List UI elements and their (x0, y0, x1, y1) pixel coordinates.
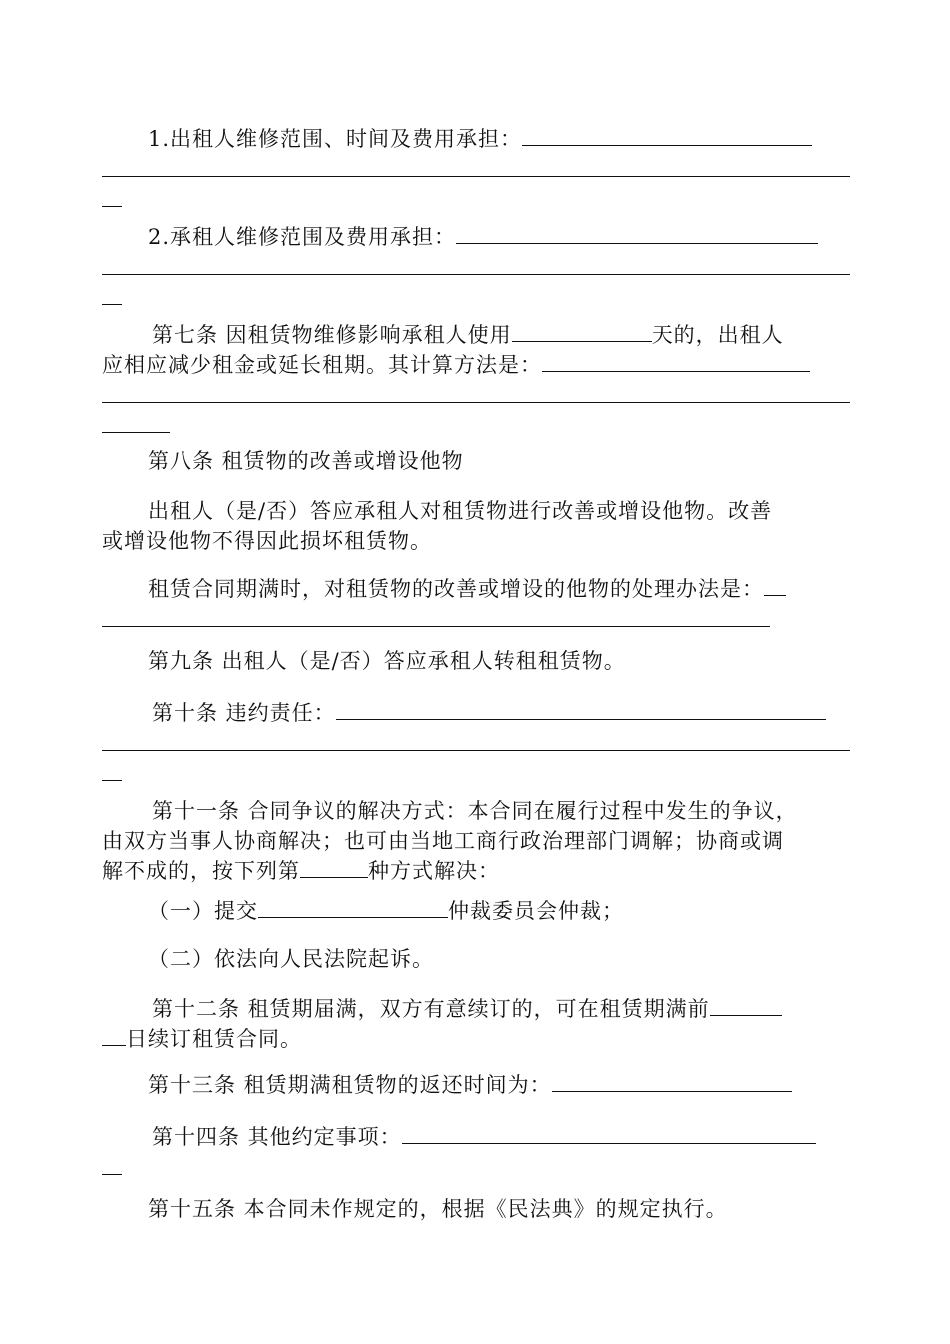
clause-text: 应相应减少租金或延长租期。其计算方法是： (102, 353, 542, 377)
fill-blank[interactable] (102, 176, 850, 177)
article-8-disposal (102, 574, 850, 634)
fill-blank[interactable] (764, 575, 786, 596)
clause-text: 日续订租赁合同。 (126, 1027, 302, 1051)
fill-blank[interactable] (102, 402, 850, 403)
fill-blank[interactable] (542, 351, 810, 372)
clause-text: 第十四条 其他约定事项： (152, 1125, 402, 1149)
clause-text: 租赁合同期满时，对租赁物的改善或增设的他物的处理办法是： (148, 577, 764, 601)
clause-text: 第十二条 租赁期届满，双方有意续订的，可在租赁期满前 (152, 997, 710, 1021)
article-11 (102, 796, 850, 886)
clause-lessee-repair (102, 222, 850, 312)
fill-blank[interactable] (456, 223, 818, 244)
fill-blank[interactable] (102, 750, 850, 751)
clause-text: 第七条 因租赁物维修影响承租人使用 (152, 323, 512, 347)
clause-text: 第十五条 本合同未作规定的，根据《民法典》的规定执行。 (148, 1197, 728, 1221)
article-12 (102, 994, 850, 1054)
clause-text: 仲裁委员会仲裁； (448, 899, 624, 923)
clause-text: 1.出租人维修范围、时间及费用承担： (148, 127, 523, 151)
fill-blank[interactable] (102, 626, 770, 627)
article-10 (102, 698, 850, 788)
article-14 (102, 1122, 850, 1182)
article-15 (102, 1194, 850, 1224)
fill-blank[interactable] (258, 897, 448, 918)
option-court (102, 944, 850, 974)
fill-blank[interactable] (102, 780, 122, 781)
fill-blank[interactable] (102, 274, 850, 275)
fill-blank[interactable] (512, 321, 652, 342)
clause-text: 种方式解决： (368, 859, 500, 883)
fill-blank[interactable] (102, 1025, 126, 1046)
fill-blank[interactable] (552, 1071, 792, 1092)
fill-blank[interactable] (102, 206, 122, 207)
fill-blank[interactable] (300, 857, 368, 878)
fill-blank[interactable] (102, 1174, 122, 1175)
article-9 (102, 646, 850, 676)
clause-text: 出租人（是/否）答应承租人对租赁物进行改善或增设他物。改善 (148, 499, 773, 523)
clause-text: 第九条 出租人（是/否）答应承租人转租租赁物。 (148, 649, 626, 673)
clause-text: 第十一条 合同争议的解决方式：本合同在履行过程中发生的争议， (152, 799, 798, 823)
clause-text: 第十条 违约责任： (152, 701, 336, 725)
article-13 (102, 1070, 850, 1100)
article-7 (102, 320, 850, 440)
fill-blank[interactable] (102, 432, 170, 433)
clause-text: 第八条 租赁物的改善或增设他物 (148, 449, 464, 473)
clause-text: 由双方当事人协商解决；也可由当地工商行政治理部门调解；协商或调 (102, 829, 784, 853)
fill-blank[interactable] (336, 699, 826, 720)
article-8-heading (102, 446, 850, 476)
fill-blank[interactable] (710, 995, 782, 1016)
clause-text: 解不成的，按下列第 (102, 859, 300, 883)
clause-text: 2.承租人维修范围及费用承担： (148, 225, 457, 249)
clause-text: （二）依法向人民法院起诉。 (148, 947, 434, 971)
fill-blank[interactable] (402, 1123, 816, 1144)
fill-blank[interactable] (102, 304, 122, 305)
clause-text: 或增设他物不得因此损坏租赁物。 (102, 529, 432, 553)
clause-text: 天的，出租人 (651, 323, 784, 347)
clause-text: （一）提交 (148, 899, 258, 923)
fill-blank[interactable] (522, 125, 812, 146)
option-arbitration (102, 896, 850, 926)
article-8-body (102, 496, 850, 556)
clause-text: 第十三条 租赁期满租赁物的返还时间为： (148, 1073, 552, 1097)
clause-lessor-repair (102, 124, 850, 214)
